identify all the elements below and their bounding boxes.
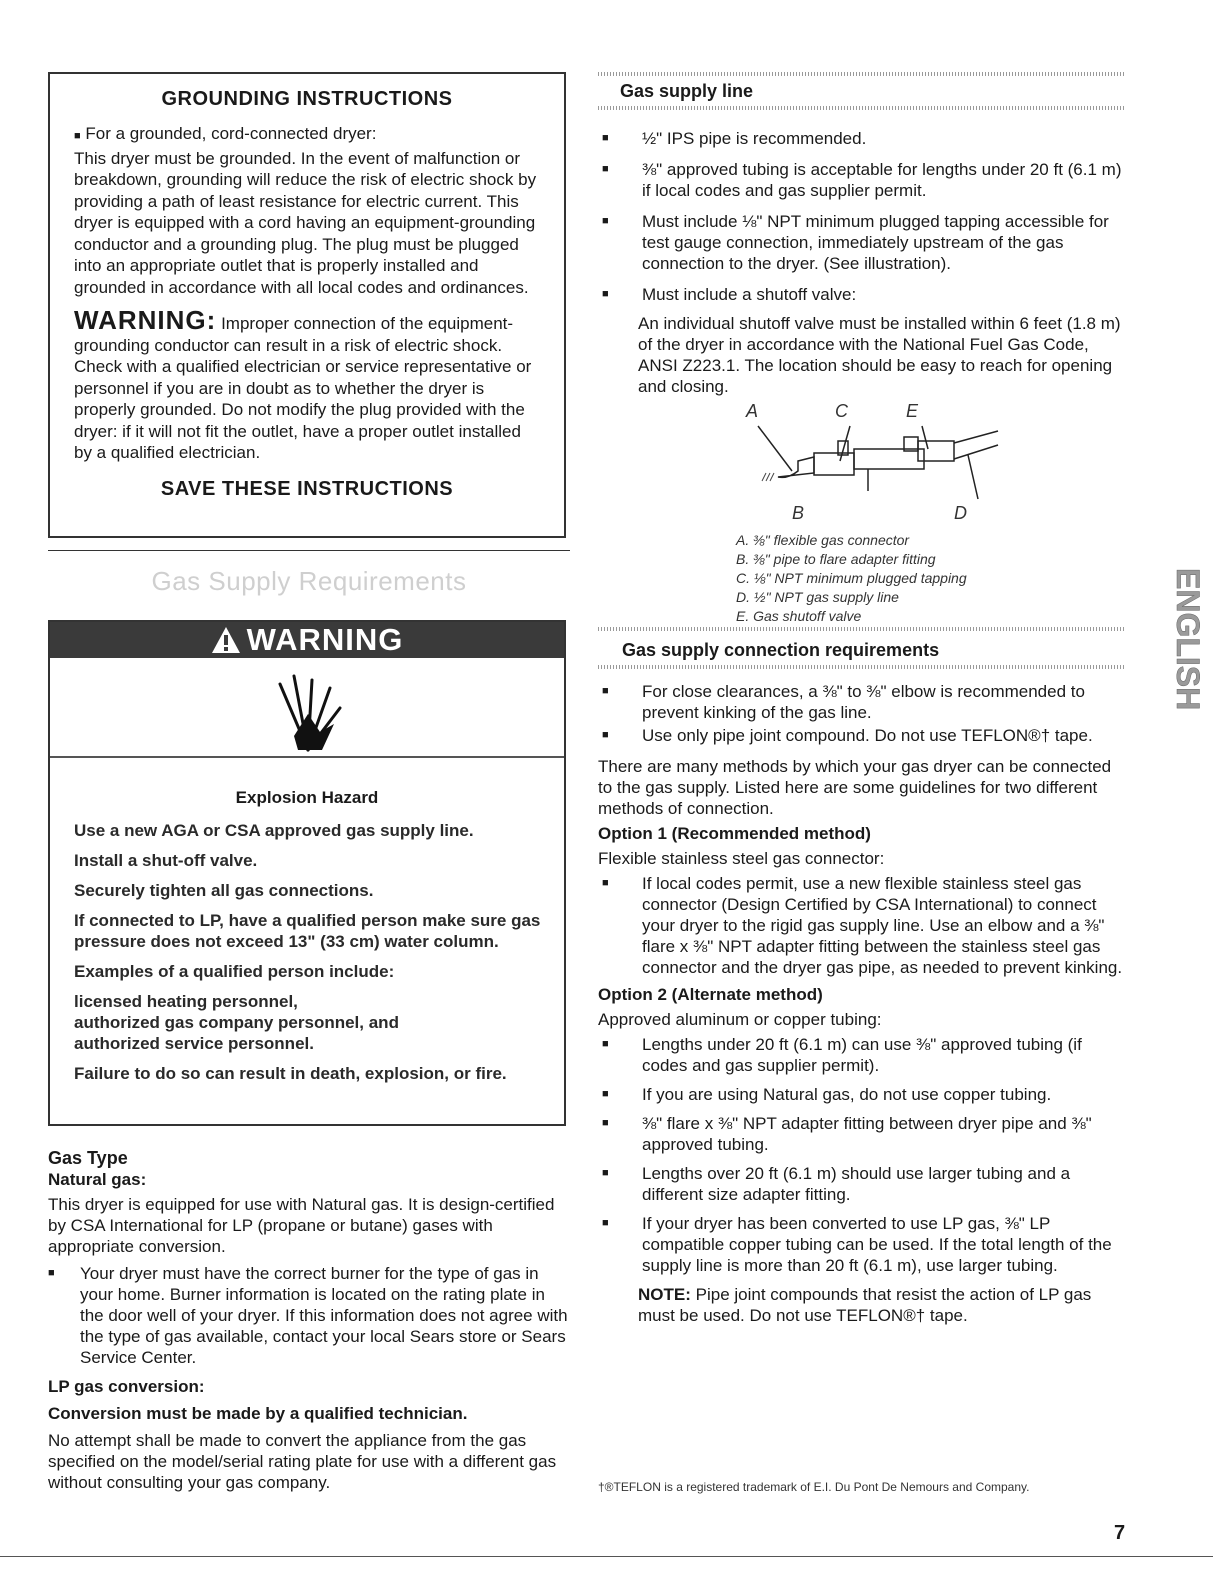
option1-bullet: ■ If local codes permit, use a new flexible stainless steel gas connector (Design Certified by CSA International) to connect your dryer to the rigid gas supply line. Use an elbow and a ⅜" flare x ⅜" NPT adapter fitting between the stainless steel gas connector and the dryer gas pipe, as needed to prevent kinking.: [598, 873, 1126, 978]
page-number: 7: [1114, 1522, 1126, 1544]
option2-bullet: ■ Lengths under 20 ft (6.1 m) can use ⅜" approved tubing (if codes and gas supplier permit).: [598, 1034, 1126, 1076]
diagram-label-b: B: [792, 503, 805, 523]
dotted-rule: [598, 627, 1126, 631]
grounding-title: GROUNDING INSTRUCTIONS: [161, 88, 453, 110]
lp-conversion-bold: Conversion must be made by a qualified technician.: [48, 1404, 468, 1423]
grounding-warning: [74, 305, 542, 464]
option1-sub: Flexible stainless steel gas connector:: [598, 849, 885, 868]
diagram-captions: [736, 531, 967, 626]
note-label: NOTE:: [638, 1285, 691, 1304]
warning-line: Examples of a qualified person include:: [74, 962, 395, 981]
connection-intro: There are many methods by which your gas dryer can be connected to the gas supply. Listed here are some guidelines for two different methods of connection.: [598, 757, 1112, 818]
diagram-label-e: E: [906, 401, 919, 421]
caption: A. ⅜" flexible gas connector: [736, 532, 910, 548]
caption: D. ½" NPT gas supply line: [736, 589, 899, 605]
note-text: Pipe joint compounds that resist the action of LP gas must be used. Do not use TEFLON®† tape.: [638, 1285, 1092, 1325]
lp-conversion-heading: LP gas conversion:: [48, 1377, 205, 1396]
gas-supply-line-heading: Gas supply line: [620, 81, 754, 101]
pipe-illustration: [758, 421, 998, 501]
warning-line: licensed heating personnel, authorized gas company personnel, and authorized service personnel.: [74, 992, 399, 1053]
dotted-rule: [598, 106, 1126, 110]
warning-triangle-icon: [211, 626, 241, 654]
option2-bullet: ■ Lengths over 20 ft (6.1 m) should use larger tubing and a different size adapter fitting.: [598, 1163, 1126, 1205]
note: [598, 1284, 1126, 1326]
connection-bullet: ■ For close clearances, a ⅜" to ⅜" elbow is recommended to prevent kinking of the gas line.: [598, 681, 1126, 723]
explosion-warning-box: [48, 620, 566, 1126]
gas-connection-diagram: [598, 401, 1126, 624]
supply-bullet: ■ Must include a shutoff valve:: [598, 284, 1126, 305]
caption: C. ⅛" NPT minimum plugged tapping: [736, 570, 967, 586]
connection-heading: Gas supply connection requirements: [622, 640, 940, 660]
grounding-instructions-box: [48, 72, 566, 538]
gas-type-section: [48, 1148, 570, 1493]
caption: B. ⅜" pipe to flare adapter fitting: [736, 551, 936, 567]
diagram-label-c: C: [835, 401, 848, 421]
option2-bullet: ■ If your dryer has been converted to use LP gas, ⅜" LP compatible copper tubing can be used. If the total length of the supply line is more than 20 ft (6.1 m), use larger tubing.: [598, 1213, 1126, 1276]
supply-bullet: ■ ⅜" approved tubing is acceptable for lengths under 20 ft (6.1 m) if local codes and gas supplier permit.: [598, 159, 1126, 201]
section-divider: [48, 550, 570, 551]
option2-bullet: ■ ⅜" flare x ⅜" NPT adapter fitting between dryer pipe and ⅜" approved tubing.: [598, 1113, 1126, 1155]
caption: E. Gas shutoff valve: [736, 608, 862, 624]
lp-conversion-text: No attempt shall be made to convert the appliance from the gas specified on the model/serial rating plate for use with a different gas without consulting your gas company.: [48, 1431, 557, 1492]
grounding-warning-text: Improper connection of the equipment-grounding conductor can result in a risk of electric shock. Check with a qualified electrician or service representative or personnel if you are in doubt as to whether the dryer is properly grounded. Do not modify the plug provided with the dryer: if it will not fit the outlet, have a proper outlet installed by a qualified electrician.: [74, 314, 532, 462]
warning-list: [74, 820, 546, 1093]
warning-banner: [50, 622, 564, 658]
footnote: †®TEFLON is a registered trademark of E.I. Du Pont De Nemours and Company.: [598, 1480, 1030, 1494]
warning-banner-label: WARNING: [246, 622, 404, 657]
natural-gas-text: This dryer is equipped for use with Natural gas. It is design-certified by CSA International for LP (propane or butane) gases with appropriate conversion.: [48, 1195, 555, 1256]
warning-line: Securely tighten all gas connections.: [74, 881, 374, 900]
option2-sub: Approved aluminum or copper tubing:: [598, 1010, 882, 1029]
option1-heading: Option 1 (Recommended method): [598, 824, 871, 843]
grounding-lead: ■ For a grounded, cord-connected dryer:: [74, 124, 377, 143]
english-side-tab: [1155, 568, 1206, 758]
warning-line: Failure to do so can result in death, explosion, or fire.: [74, 1064, 507, 1083]
diagram-label-a: A: [746, 401, 759, 421]
dotted-rule: [598, 72, 1126, 76]
bottom-rule: [0, 1556, 1213, 1557]
connection-bullet: ■ Use only pipe joint compound. Do not use TEFLON®† tape.: [598, 725, 1126, 746]
supply-bullet: ■ ½" IPS pipe is recommended.: [598, 128, 1126, 149]
dotted-rule: [598, 665, 1126, 669]
shutoff-text: An individual shutoff valve must be installed within 6 feet (1.8 m) of the dryer in accordance with the National Fuel Gas Code, ANSI Z223.1. The location should be easy to reach for opening and closing.: [638, 314, 1121, 396]
warning-line: Use a new AGA or CSA approved gas supply line.: [74, 821, 474, 840]
side-tab-label: ENGLISH: [1170, 568, 1206, 711]
save-instructions: SAVE THESE INSTRUCTIONS: [160, 477, 454, 500]
hazard-title: Explosion Hazard: [235, 788, 379, 807]
warning-line: Install a shut-off valve.: [74, 851, 258, 870]
gas-type-heading: Gas Type: [48, 1148, 128, 1168]
supply-bullet: ■ Must include ⅛" NPT minimum plugged tapping accessible for test gauge connection, immediately upstream of the gas connection to the dryer. (See illustration).: [598, 211, 1126, 274]
grounding-paragraph: This dryer must be grounded. In the event of malfunction or breakdown, grounding will reduce the risk of electric shock by providing a path of least resistance for electric current. This dryer is equipped with a cord having an equipment-grounding conductor and a grounding plug. The plug must be plugged into an appropriate outlet that is properly installed and grounded in accordance with all local codes and ordinances.: [74, 148, 537, 297]
gas-supply-line-section: [598, 80, 1126, 1326]
option2-heading: Option 2 (Alternate method): [598, 985, 823, 1004]
option2-bullet: ■ If you are using Natural gas, do not use copper tubing.: [598, 1084, 1126, 1105]
natural-gas-bullet: ■ Your dryer must have the correct burner for the type of gas in your home. Burner information is located on the rating plate in the door well of your dryer. If this information does not agree with the type of gas available, contact your local Sears store or Sears Service Center.: [48, 1263, 570, 1368]
natural-gas-heading: Natural gas:: [48, 1170, 147, 1189]
section-title: Gas Supply Requirements: [151, 566, 467, 596]
warning-line: If connected to LP, have a qualified person make sure gas pressure does not exceed 13" (33 cm) water column.: [74, 911, 541, 951]
explosion-icon: [272, 674, 344, 752]
warning-word: WARNING:: [74, 305, 217, 335]
warning-divider: [50, 756, 564, 758]
diagram-label-d: D: [954, 503, 967, 523]
